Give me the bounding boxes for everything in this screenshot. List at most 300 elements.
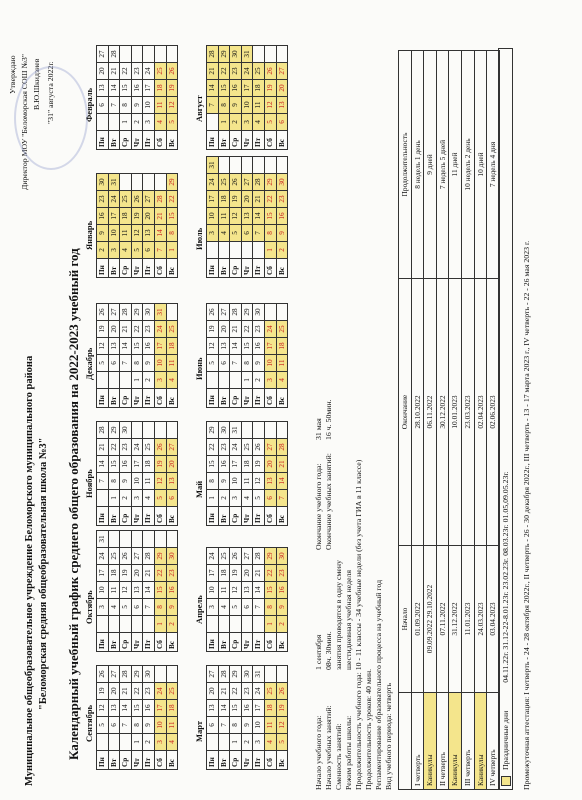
day-cell: [207, 242, 219, 259]
day-cell: 16: [143, 700, 155, 717]
weekday-row: [218, 422, 230, 526]
day-cell: 15: [108, 456, 120, 473]
month-table: [206, 45, 288, 150]
weekday-row: [207, 666, 219, 770]
day-cell: 28: [120, 666, 132, 683]
day-cell: 24: [230, 439, 242, 456]
weekday-row: [131, 174, 143, 278]
day-cell: [253, 616, 265, 633]
quarter-cell: 30.12.2022: [436, 279, 449, 546]
day-cell: 28: [253, 174, 265, 191]
day-cell: 27: [264, 439, 276, 456]
weekday-row: [120, 666, 132, 770]
weekday-label: Чт: [131, 751, 143, 770]
day-cell: 4: [120, 242, 132, 259]
day-cell: 21: [154, 208, 166, 225]
weekday-label: Пн: [207, 389, 219, 408]
day-cell: 15: [154, 582, 166, 599]
day-cell: 6: [264, 490, 276, 507]
day-cell: 18: [120, 208, 132, 225]
day-cell: 13: [108, 700, 120, 717]
weekday-label: Ср: [230, 507, 242, 526]
day-cell: 6: [131, 599, 143, 616]
day-cell: 21: [120, 321, 132, 338]
weekday-label: Пт: [253, 389, 265, 408]
quarters-header-start: Начало: [399, 546, 412, 693]
day-cell: [264, 46, 276, 63]
day-cell: 16: [143, 338, 155, 355]
day-cell: 8: [218, 97, 230, 114]
holidays-label: Праздничные дни: [501, 710, 510, 771]
weekday-row: [230, 46, 242, 150]
day-cell: [143, 531, 155, 548]
month-name: Май: [194, 480, 204, 498]
weekday-row: [230, 422, 242, 526]
day-cell: [154, 422, 166, 439]
day-cell: 1: [166, 242, 178, 259]
end-lessons-label: Окончание учебных занятий:: [324, 453, 333, 550]
weekday-row: [120, 174, 132, 278]
day-cell: 16: [276, 582, 288, 599]
day-cell: 3: [253, 734, 265, 751]
day-cell: 29: [241, 304, 253, 321]
month-name: Апрель: [194, 595, 204, 624]
day-cell: 21: [276, 456, 288, 473]
day-cell: 2: [253, 372, 265, 389]
day-cell: [253, 46, 265, 63]
weekday-row: [131, 422, 143, 526]
day-cell: 5: [276, 734, 288, 751]
day-cell: 20: [166, 456, 178, 473]
weekday-label: Ср: [230, 389, 242, 408]
day-cell: 1: [264, 616, 276, 633]
day-cell: 24: [207, 174, 219, 191]
weekday-label: Вс: [276, 131, 288, 150]
weekday-label: Пн: [97, 751, 109, 770]
day-cell: 20: [276, 80, 288, 97]
day-cell: 19: [154, 456, 166, 473]
weekday-label: Чт: [241, 389, 253, 408]
day-cell: 20: [241, 565, 253, 582]
day-cell: 21: [253, 565, 265, 582]
day-cell: 13: [218, 338, 230, 355]
day-cell: [264, 157, 276, 174]
weekday-label: Пт: [253, 131, 265, 150]
day-cell: 3: [241, 114, 253, 131]
weekday-label: Вт: [108, 389, 120, 408]
weekday-row: [264, 304, 276, 408]
day-cell: 23: [120, 439, 132, 456]
day-cell: 25: [276, 321, 288, 338]
day-cell: 7: [120, 355, 132, 372]
weekday-label: Сб: [154, 507, 166, 526]
weekday-label: Сб: [264, 389, 276, 408]
day-cell: [276, 666, 288, 683]
day-cell: 12: [154, 473, 166, 490]
month-name: Март: [194, 720, 204, 742]
day-cell: 14: [120, 700, 132, 717]
day-cell: 6: [241, 599, 253, 616]
day-cell: 7: [97, 473, 109, 490]
day-cell: 1: [131, 734, 143, 751]
day-cell: [230, 242, 242, 259]
day-cell: 10: [154, 717, 166, 734]
day-cell: [241, 616, 253, 633]
day-cell: 12: [230, 208, 242, 225]
end-lessons-value: 16 ч. 50мин.: [324, 399, 333, 440]
weekday-row: [207, 46, 219, 150]
day-cell: 5: [120, 599, 132, 616]
quarter-cell: 24.03.2023: [474, 546, 487, 693]
day-cell: 6: [276, 114, 288, 131]
weekday-row: [154, 46, 166, 150]
day-cell: 22: [131, 321, 143, 338]
day-cell: 3: [143, 114, 155, 131]
weekday-label: Вт: [218, 633, 230, 652]
day-cell: [276, 304, 288, 321]
day-cell: 18: [166, 338, 178, 355]
quarters-row: [424, 51, 437, 790]
day-cell: 29: [218, 46, 230, 63]
weekday-label: Ср: [120, 751, 132, 770]
weekday-row: [241, 304, 253, 408]
day-cell: 24: [97, 548, 109, 565]
weekday-row: [166, 666, 178, 770]
weekday-row: [154, 304, 166, 408]
approve-director: Директор МОУ "Беломорская СОШ №3": [20, 54, 29, 190]
quarter-name: Каникулы: [449, 693, 462, 790]
quarters-row: [436, 51, 449, 790]
quarter-cell: 11.01.2023: [461, 546, 474, 693]
day-cell: 18: [253, 80, 265, 97]
day-cell: 20: [108, 321, 120, 338]
day-cell: 3: [108, 242, 120, 259]
day-cell: 5: [154, 490, 166, 507]
day-cell: [131, 46, 143, 63]
weekday-label: Пн: [207, 259, 219, 278]
day-cell: 14: [207, 80, 219, 97]
weekday-label: Пн: [97, 633, 109, 652]
weekday-label: Вс: [276, 633, 288, 652]
weekday-row: [218, 548, 230, 652]
weekday-row: [166, 304, 178, 408]
day-cell: [131, 616, 143, 633]
quarter-cell: 11 дней: [449, 51, 462, 279]
day-cell: 16: [230, 80, 242, 97]
approve-date: "31" августа 2022г.: [46, 61, 55, 124]
month-table: [96, 421, 178, 526]
weekday-row: [230, 548, 242, 652]
day-cell: 9: [230, 97, 242, 114]
day-cell: 1: [108, 490, 120, 507]
weekday-row: [154, 422, 166, 526]
day-cell: 17: [264, 338, 276, 355]
day-cell: 7: [120, 717, 132, 734]
day-cell: 14: [253, 582, 265, 599]
weekday-row: [143, 531, 155, 652]
month-table: [96, 530, 178, 652]
day-cell: 10: [154, 355, 166, 372]
weekday-row: [253, 422, 265, 526]
weekday-label: Сб: [154, 633, 166, 652]
quarter-cell: 02.04.2023: [474, 279, 487, 546]
weekday-label: Пт: [253, 507, 265, 526]
day-cell: 21: [120, 683, 132, 700]
weekday-row: [97, 174, 109, 278]
weekday-row: [154, 666, 166, 770]
weekday-label: Пт: [253, 633, 265, 652]
day-cell: 19: [97, 683, 109, 700]
day-cell: 24: [154, 683, 166, 700]
day-cell: [264, 422, 276, 439]
day-cell: 26: [154, 439, 166, 456]
month-table: [96, 303, 178, 408]
day-cell: 20: [131, 565, 143, 582]
day-cell: 20: [241, 191, 253, 208]
month-name: Октябрь: [84, 590, 94, 624]
day-cell: 8: [207, 473, 219, 490]
regulation: Регламентирование образовательного процесса на учебный год: [374, 579, 383, 790]
weekday-row: [207, 548, 219, 652]
day-cell: 17: [108, 208, 120, 225]
day-cell: 27: [241, 548, 253, 565]
day-cell: 15: [218, 80, 230, 97]
day-cell: 27: [276, 63, 288, 80]
weekday-row: [218, 46, 230, 150]
quarter-name: III четверть: [461, 693, 474, 790]
day-cell: 7: [108, 97, 120, 114]
weekday-label: Вс: [166, 507, 178, 526]
weekday-row: [276, 548, 288, 652]
weekday-label: Сб: [264, 259, 276, 278]
day-cell: [108, 531, 120, 548]
weekday-label: Пт: [253, 751, 265, 770]
day-cell: 7: [154, 242, 166, 259]
weekday-label: Сб: [264, 633, 276, 652]
weekday-label: Пн: [207, 507, 219, 526]
quarters-row: [449, 51, 462, 790]
day-cell: 12: [264, 97, 276, 114]
day-cell: 22: [241, 321, 253, 338]
day-cell: 26: [131, 191, 143, 208]
day-cell: [143, 174, 155, 191]
month-name: Январь: [84, 220, 94, 250]
day-cell: 16: [166, 582, 178, 599]
day-cell: 5: [97, 717, 109, 734]
day-cell: 30: [120, 422, 132, 439]
day-cell: 10: [207, 208, 219, 225]
day-cell: 1: [131, 372, 143, 389]
day-cell: 23: [276, 565, 288, 582]
day-cell: 5: [264, 114, 276, 131]
day-cell: 13: [276, 97, 288, 114]
day-cell: 30: [218, 422, 230, 439]
quarter-cell: 10 дней: [474, 51, 487, 279]
day-cell: [120, 616, 132, 633]
day-cell: 12: [207, 338, 219, 355]
weekday-row: [264, 46, 276, 150]
quarters-header-row: [399, 51, 412, 790]
day-cell: 26: [207, 304, 219, 321]
weekday-row: [108, 46, 120, 150]
month-table: [96, 173, 178, 278]
day-cell: 26: [97, 304, 109, 321]
day-cell: 9: [166, 599, 178, 616]
day-cell: [207, 372, 219, 389]
day-cell: [120, 531, 132, 548]
day-cell: 11: [120, 225, 132, 242]
day-cell: 9: [97, 225, 109, 242]
day-cell: 10: [264, 355, 276, 372]
day-cell: [218, 157, 230, 174]
day-cell: 8: [264, 225, 276, 242]
day-cell: 26: [120, 548, 132, 565]
day-cell: 30: [253, 304, 265, 321]
day-cell: [276, 157, 288, 174]
weekday-label: Вс: [166, 389, 178, 408]
weekday-label: Вс: [166, 633, 178, 652]
weekday-row: [120, 46, 132, 150]
holidays-dates: 04.11.22г. 31.12-22-8.01.23г. 23.02.23г. 08.03.23г. 01.05,09.05.23г.: [501, 471, 510, 683]
day-cell: 28: [253, 548, 265, 565]
weekday-label: Вт: [218, 389, 230, 408]
weekday-label: Сб: [264, 131, 276, 150]
day-cell: 27: [166, 439, 178, 456]
day-cell: 25: [108, 548, 120, 565]
day-cell: [108, 616, 120, 633]
day-cell: [166, 304, 178, 321]
day-cell: 15: [230, 700, 242, 717]
weekday-row: [241, 548, 253, 652]
day-cell: 23: [241, 683, 253, 700]
day-cell: 17: [97, 565, 109, 582]
day-cell: [276, 422, 288, 439]
weekday-label: Вт: [218, 507, 230, 526]
day-cell: 13: [264, 473, 276, 490]
day-cell: 17: [154, 338, 166, 355]
weekday-row: [131, 531, 143, 652]
weekday-label: Пт: [143, 507, 155, 526]
weekday-label: Ср: [120, 131, 132, 150]
weekday-row: [97, 422, 109, 526]
weekday-label: Пт: [253, 259, 265, 278]
shift-label: Сменность занятий:: [334, 723, 343, 790]
weekday-row: [97, 531, 109, 652]
day-cell: 14: [143, 582, 155, 599]
day-cell: 10: [207, 582, 219, 599]
day-cell: 10: [230, 473, 242, 490]
day-cell: 20: [264, 456, 276, 473]
day-cell: [218, 616, 230, 633]
day-cell: 13: [207, 700, 219, 717]
weekday-row: [276, 666, 288, 770]
day-cell: [166, 422, 178, 439]
day-cell: 16: [97, 208, 109, 225]
day-cell: 17: [253, 700, 265, 717]
day-cell: 5: [230, 225, 242, 242]
quarter-cell: 10 недель 2 день: [461, 51, 474, 279]
quarter-name: Каникулы: [474, 693, 487, 790]
day-cell: 22: [154, 565, 166, 582]
attestation-text: Промежуточная аттестация: I четверть - 24 - 28 октября 2022г., II четверть - 26 - 30 декабря 2022г., III четверть - 13 - 17 марта 2023 г., IV четверть - 22 - 26 мая 2023 г.: [522, 240, 531, 790]
day-cell: 4: [166, 734, 178, 751]
day-cell: 20: [97, 63, 109, 80]
day-cell: 28: [207, 46, 219, 63]
day-cell: 31: [207, 157, 219, 174]
month-name: Сентябрь: [84, 704, 94, 742]
org-name: Муниципальное общеобразовательное учреждение Беломорского муниципального района: [24, 355, 35, 786]
day-cell: 6: [97, 97, 109, 114]
day-cell: 10: [253, 717, 265, 734]
day-cell: 29: [108, 422, 120, 439]
quarter-cell: 9 дней: [424, 51, 437, 279]
day-cell: 25: [264, 683, 276, 700]
day-cell: [218, 242, 230, 259]
day-cell: 6: [108, 355, 120, 372]
quarters-header-duration: Продолжительность: [399, 51, 412, 279]
day-cell: 26: [253, 439, 265, 456]
day-cell: 21: [108, 63, 120, 80]
day-cell: 11: [143, 473, 155, 490]
day-cell: 14: [230, 338, 242, 355]
day-cell: 4: [143, 490, 155, 507]
day-cell: 12: [97, 338, 109, 355]
day-cell: [120, 46, 132, 63]
quarters-header-end: Окончание: [399, 279, 412, 546]
weekday-label: Ср: [230, 131, 242, 150]
weekday-row: [218, 304, 230, 408]
month-table: [206, 665, 288, 770]
day-cell: 15: [241, 338, 253, 355]
day-cell: 2: [276, 616, 288, 633]
day-cell: 18: [264, 700, 276, 717]
day-cell: 17: [207, 565, 219, 582]
day-cell: 4: [218, 225, 230, 242]
day-cell: 16: [218, 456, 230, 473]
day-cell: 15: [264, 208, 276, 225]
weekday-label: Ср: [120, 389, 132, 408]
day-cell: 7: [253, 225, 265, 242]
day-cell: 13: [97, 80, 109, 97]
day-cell: 2: [218, 490, 230, 507]
weekday-label: Сб: [154, 259, 166, 278]
day-cell: 15: [166, 208, 178, 225]
day-cell: 24: [207, 548, 219, 565]
day-cell: 28: [97, 422, 109, 439]
day-cell: 4: [154, 114, 166, 131]
day-cell: 16: [131, 80, 143, 97]
weekday-label: Чт: [241, 633, 253, 652]
day-cell: 12: [166, 97, 178, 114]
day-cell: 11: [218, 582, 230, 599]
day-cell: 19: [230, 565, 242, 582]
day-cell: [143, 616, 155, 633]
day-cell: 19: [131, 208, 143, 225]
day-cell: 23: [166, 565, 178, 582]
day-cell: [166, 46, 178, 63]
day-cell: 6: [207, 717, 219, 734]
day-cell: 15: [207, 456, 219, 473]
day-cell: [120, 372, 132, 389]
day-cell: 14: [120, 338, 132, 355]
day-cell: 15: [120, 80, 132, 97]
day-cell: 28: [120, 304, 132, 321]
day-cell: [97, 372, 109, 389]
day-cell: 5: [97, 355, 109, 372]
day-cell: 7: [276, 490, 288, 507]
weekday-label: Пн: [97, 507, 109, 526]
day-cell: 31: [108, 174, 120, 191]
